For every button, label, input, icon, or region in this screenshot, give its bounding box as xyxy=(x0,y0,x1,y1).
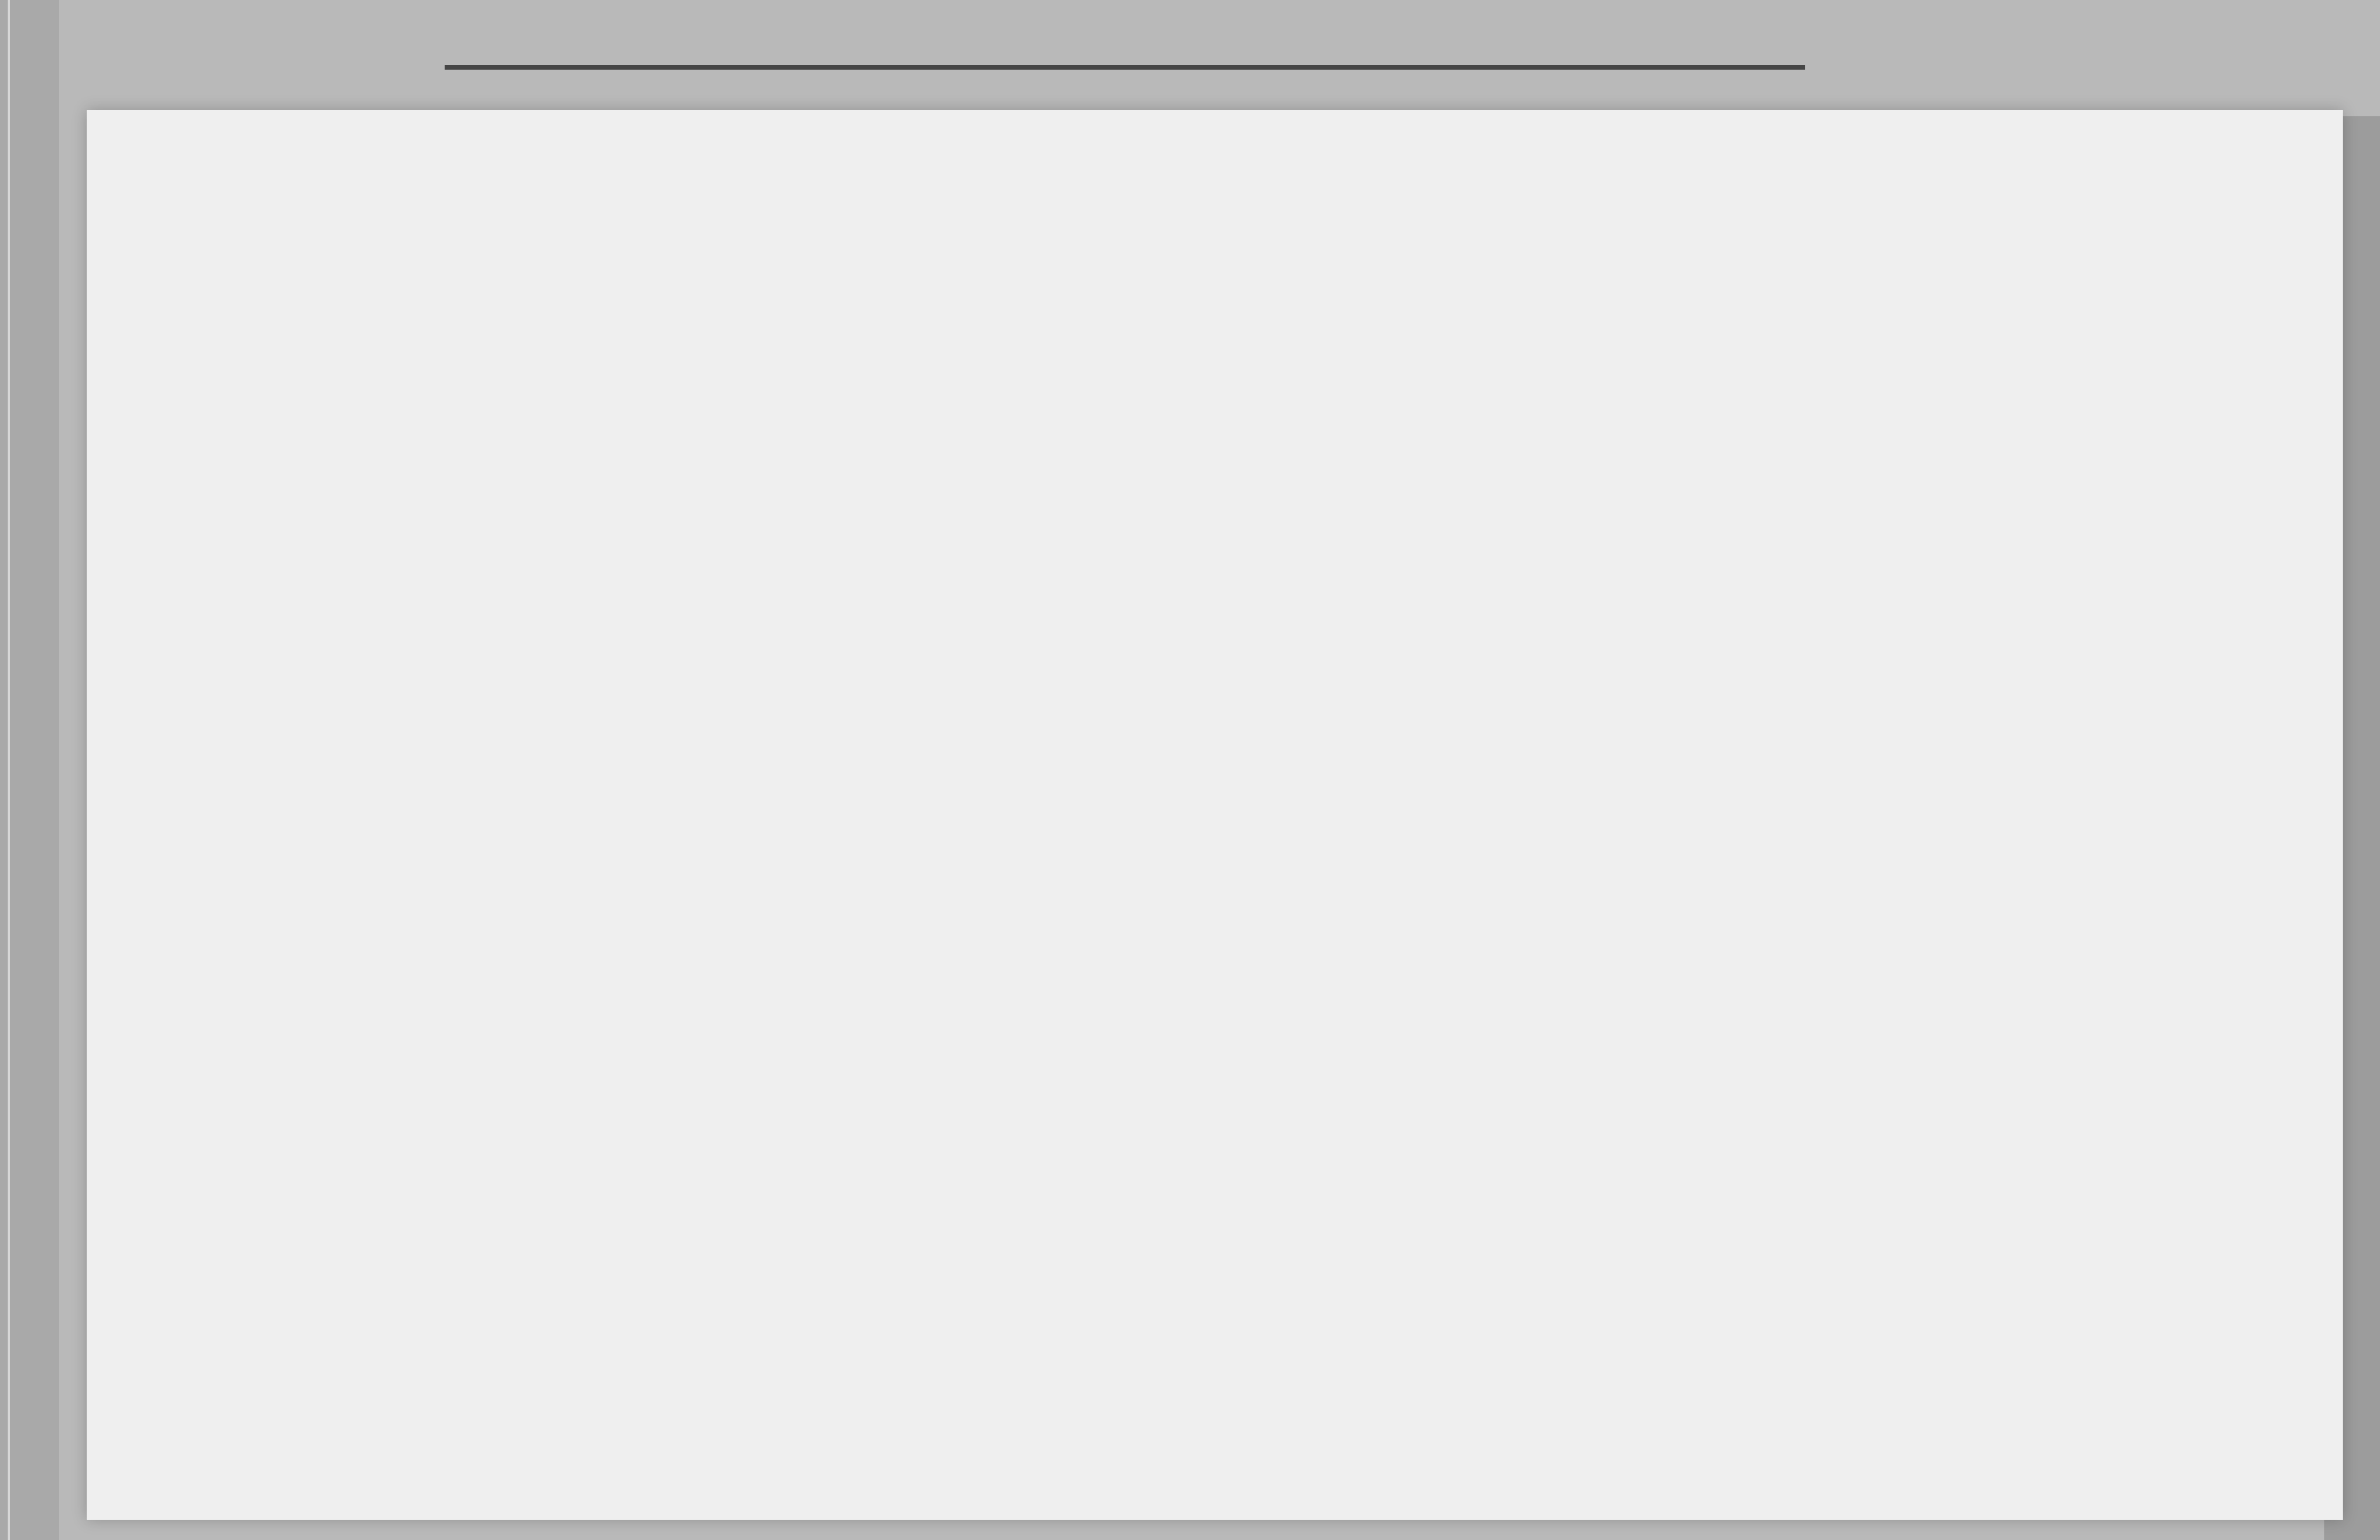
colnum-12 xyxy=(1816,265,1862,284)
colnum-7 xyxy=(1052,265,1099,284)
header-sex-women xyxy=(536,364,598,387)
colnum-3 xyxy=(536,265,566,284)
colnum-14 xyxy=(2113,265,2160,284)
colnum-5 xyxy=(713,265,759,284)
colnum-4 xyxy=(578,265,624,284)
census-sheet xyxy=(87,110,2343,1520)
colnum-10 xyxy=(1562,265,1608,284)
top-border-line xyxy=(445,65,1805,70)
colnum-6 xyxy=(868,265,914,284)
page-title xyxy=(747,195,1646,246)
colnum-2 xyxy=(341,265,387,284)
colnum-8 xyxy=(1184,265,1230,284)
header-person-no xyxy=(126,364,280,395)
colnum-1 xyxy=(156,265,178,284)
colnum-13 xyxy=(1954,265,2000,284)
colnum-9 xyxy=(1384,265,1430,284)
colnum-11 xyxy=(1687,265,1734,284)
scanner-left-edge xyxy=(0,0,59,1540)
